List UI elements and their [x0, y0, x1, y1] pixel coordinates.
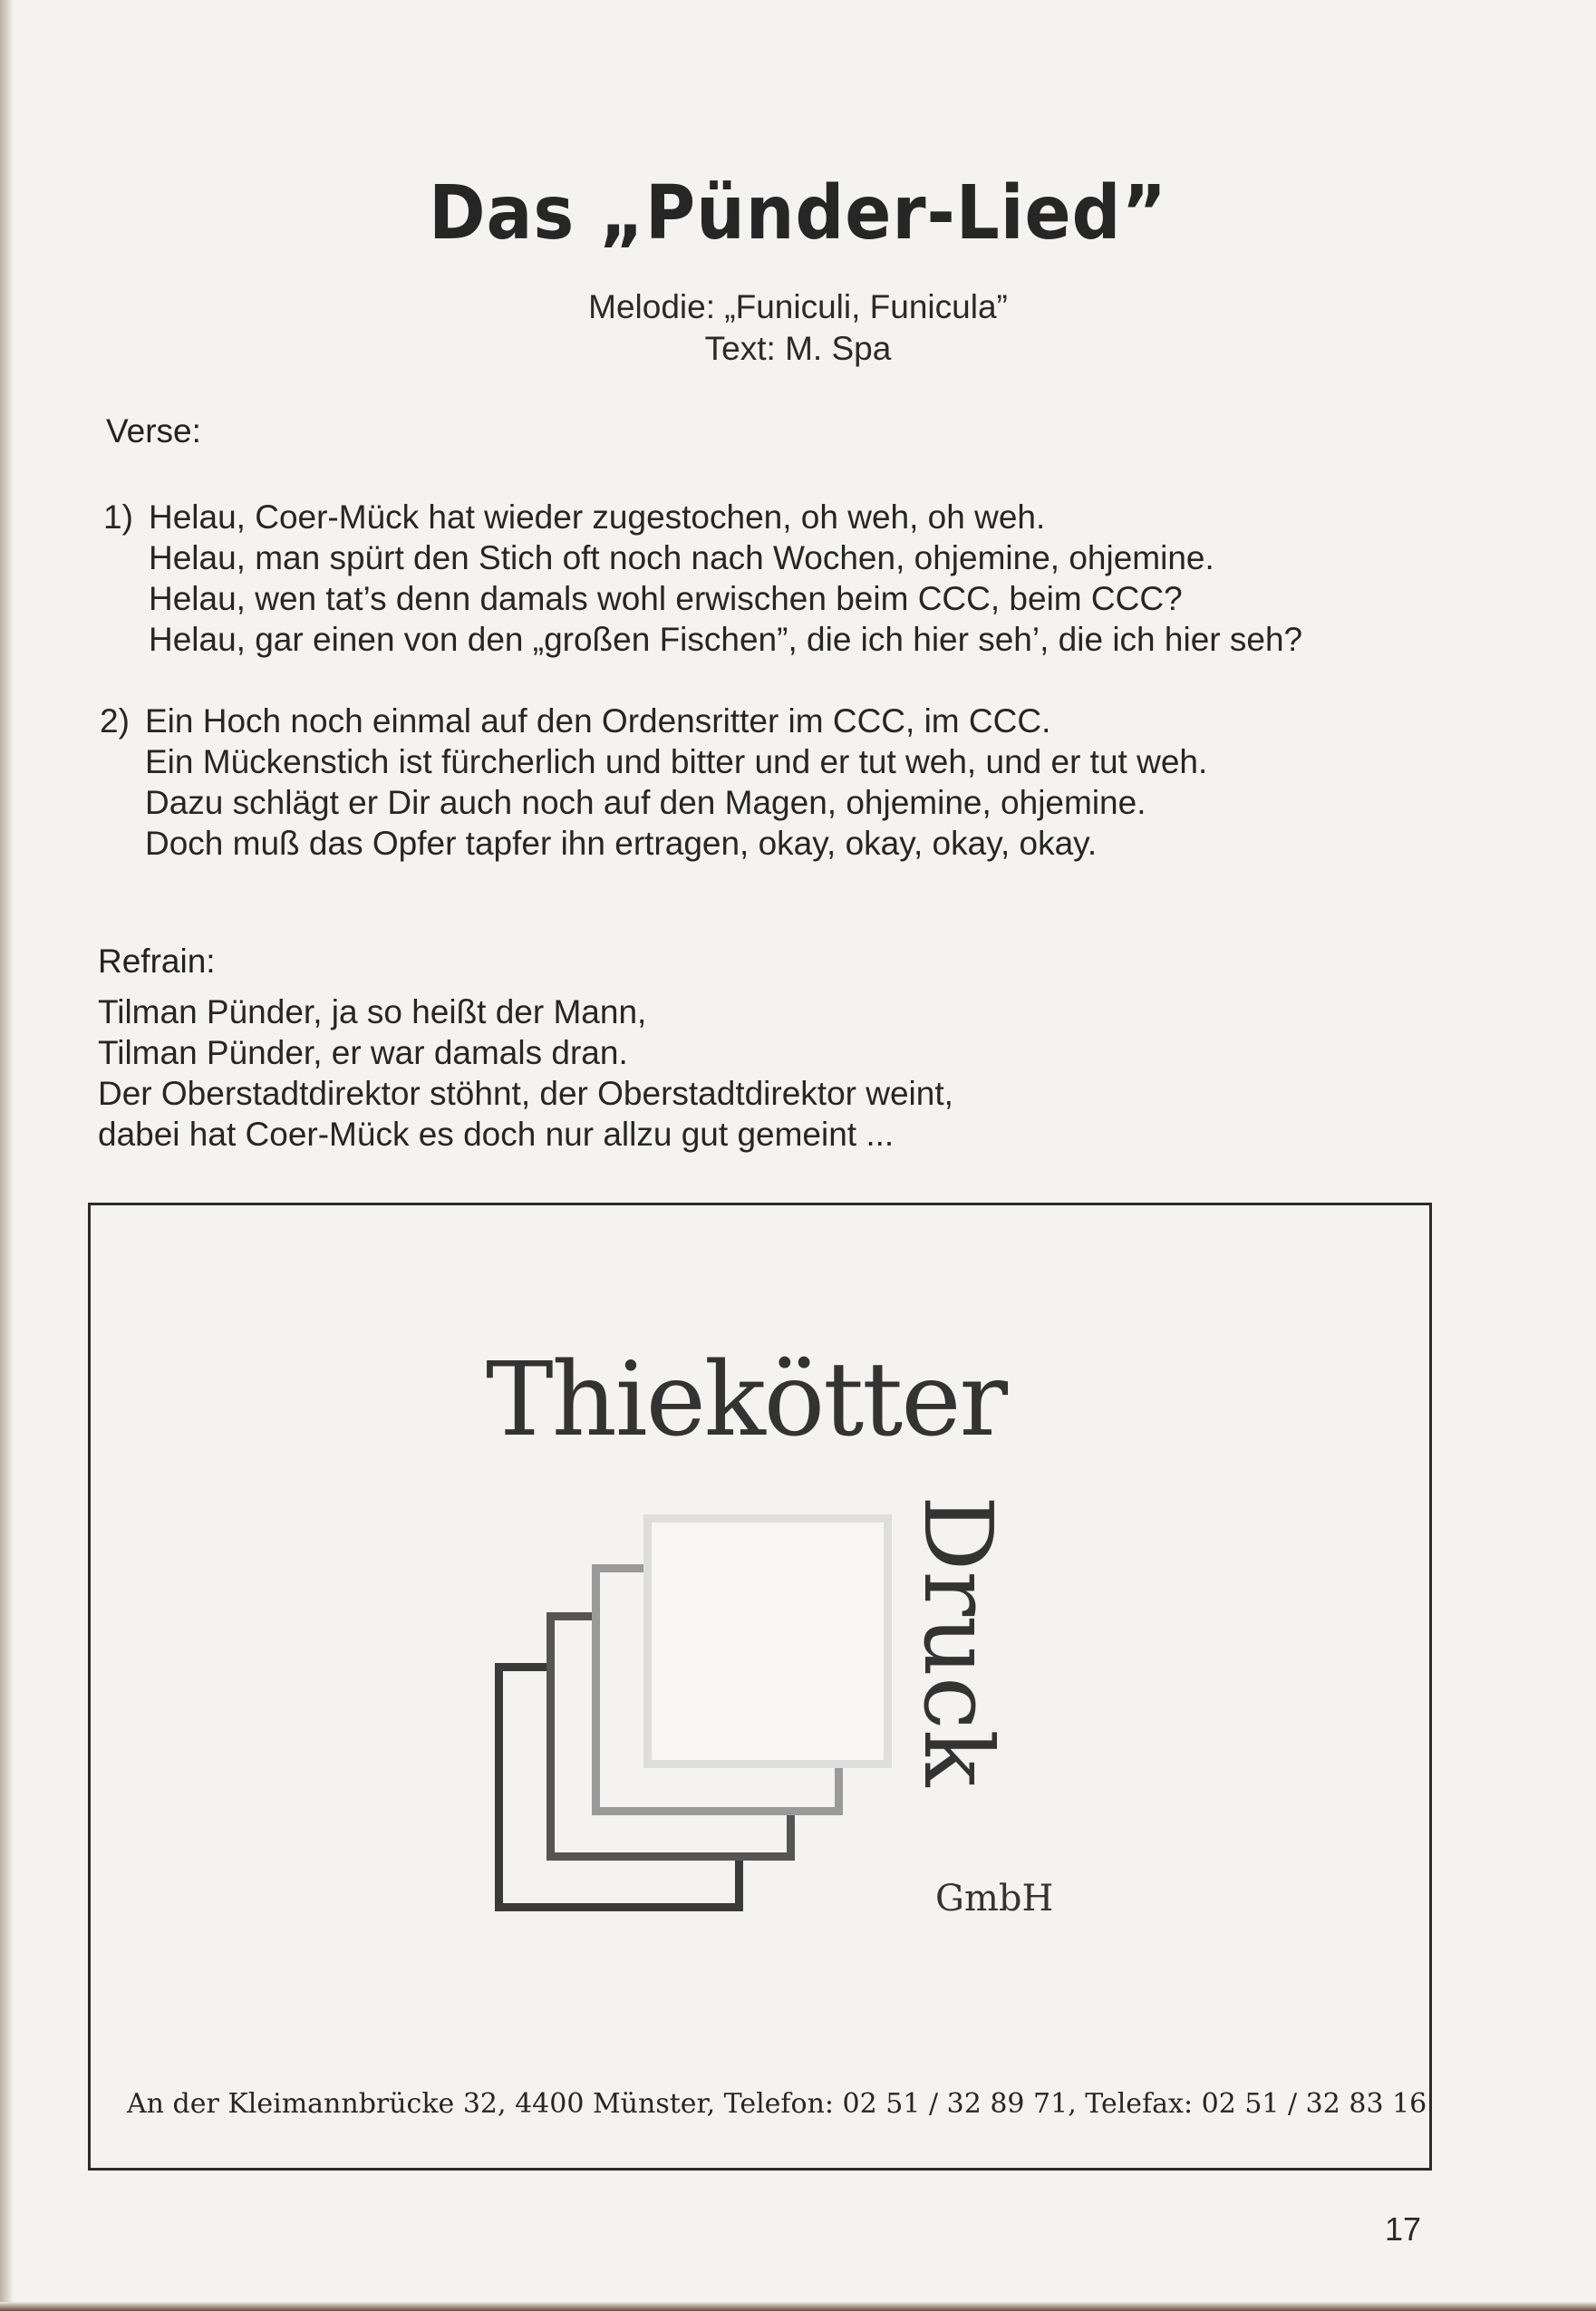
refrain-line: Der Oberstadtdirektor stöhnt, der Oberstadtdirektor weint, [98, 1075, 953, 1112]
melody-credit: Melodie: „Funiculi, Funicula” [588, 288, 1008, 325]
verse-line: Helau, man spürt den Stich oft noch nach Wochen, ohjemine, ohjemine. [149, 539, 1214, 576]
verse-2 [100, 701, 1207, 864]
verse-line: Helau, wen tat’s denn damals wohl erwischen beim CCC, beim CCC? [149, 580, 1183, 617]
page-bottom-edge [0, 2302, 1596, 2311]
verse-1 [103, 497, 1302, 660]
verse-line: Ein Mückenstich ist fürcherlich und bitter und er tut weh, und er tut weh. [145, 743, 1208, 780]
refrain-line: Tilman Pünder, ja so heißt der Mann, [98, 993, 647, 1030]
company-name-vertical: Druck [903, 1495, 1013, 1787]
text-credit: Text: M. Spa [704, 330, 892, 367]
verses-heading: Verse: [106, 412, 201, 450]
verse-line: Dazu schlägt er Dir auch noch auf den Magen, ohjemine, ohjemine. [145, 784, 1146, 821]
refrain [98, 991, 953, 1155]
verse-number: 1) [103, 498, 133, 536]
logo-square [643, 1514, 892, 1768]
company-name: Thiekötter [486, 1341, 1007, 1459]
refrain-heading: Refrain: [98, 943, 216, 980]
page-number: 17 [1385, 2210, 1422, 2248]
song-title: Das „Pünder-Lied” [428, 170, 1167, 256]
refrain-line: dabei hat Coer-Mück es doch nur allzu gut gemeint ... [98, 1116, 895, 1153]
company-address: An der Kleimannbrücke 32, 4400 Münster, Telefon: 02 51 / 32 89 71, Telefax: 02 51 / 32 83 16 [127, 2088, 1427, 2120]
verse-line: Helau, Coer-Mück hat wieder zugestochen, oh weh, oh weh. [149, 498, 1046, 536]
verse-number: 2) [100, 702, 130, 740]
company-legal-form: GmbH [935, 1878, 1054, 1919]
verse-line: Doch muß das Opfer tapfer ihn ertragen, okay, okay, okay, okay. [145, 825, 1098, 862]
verse-line: Ein Hoch noch einmal auf den Ordensritter im CCC, im CCC. [145, 702, 1051, 740]
verse-line: Helau, gar einen von den „großen Fischen”, die ich hier seh’, die ich hier seh? [149, 621, 1303, 658]
refrain-line: Tilman Pünder, er war damals dran. [98, 1034, 628, 1071]
